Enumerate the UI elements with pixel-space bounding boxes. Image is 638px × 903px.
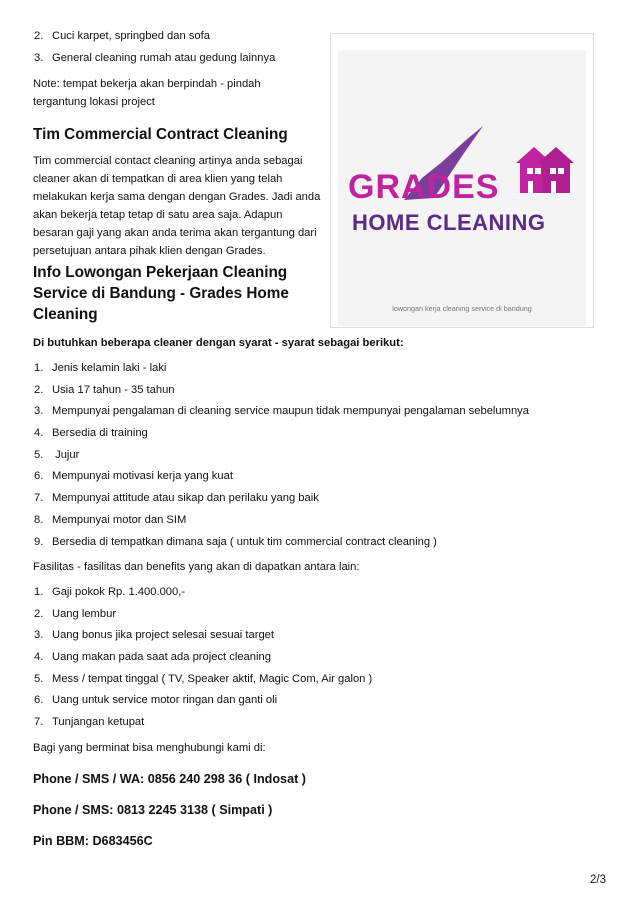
list-item: 5. Mess / tempat tinggal ( TV, Speaker aktif, Magic Com, Air galon ) <box>34 672 373 685</box>
requirements-intro: Di butuhkan beberapa cleaner dengan syarat - syarat sebagai berikut: <box>33 337 404 349</box>
requirements-list <box>33 358 529 553</box>
list-item: 8. Mempunyai motor dan SIM <box>34 513 187 526</box>
list-item: 4. Uang makan pada saat ada project cleaning <box>34 651 271 664</box>
list-item: 6. Mempunyai motivasi kerja yang kuat <box>34 470 233 483</box>
list-item: 2. Uang lembur <box>34 607 117 620</box>
figure-caption: lowongan kerja cleaning service di bandung <box>392 304 532 313</box>
list-item: 7. Mempunyai attitude atau sikap dan perilaku yang baik <box>34 492 319 505</box>
contact-intro: Bagi yang berminat bisa menghubungi kami di: <box>33 742 266 754</box>
list-item: 6. Uang untuk service motor ringan dan ganti oli <box>34 694 278 707</box>
list-item: 2. Usia 17 tahun - 35 tahun <box>34 383 175 396</box>
list-item: 1. Gaji pokok Rp. 1.400.000,- <box>34 586 186 598</box>
commercial-body: Tim commercial contact cleaning artinya anda sebagai cleaner akan di tempatkan di area klien yang telah melakukan kerja sama dengan dengan Grades. Jadi anda akan bekerja tetap tetap di satu area saja. Adapun besaran gaji yang akan anda terima akan tergantung dari persetujuan antara pihak klien dengan Grades. <box>33 155 321 257</box>
list-item: 7. Tunjangan ketupat <box>34 716 145 729</box>
facilities-intro: Fasilitas - fasilitas dan benefits yang akan di dapatkan antara lain: <box>33 561 360 573</box>
logo-figure <box>330 33 594 328</box>
section-title-commercial: Tim Commercial Contract Cleaning <box>33 126 288 143</box>
list-item: 3. General cleaning rumah atau gedung lainnya <box>34 51 276 64</box>
list-item: 9. Bersedia di tempatkan dimana saja ( untuk tim commercial contract cleaning ) <box>34 535 437 548</box>
page-number: 2/3 <box>590 874 606 886</box>
logo-image <box>338 50 586 326</box>
list-item: 5. Jujur <box>34 448 80 461</box>
facilities-list <box>33 582 372 734</box>
list-item: 2. Cuci karpet, springbed dan sofa <box>34 30 210 42</box>
list-item: 4. Bersedia di training <box>34 427 148 440</box>
grades-logo <box>338 50 586 326</box>
note-paragraph: Note: tempat bekerja akan berpindah - pindah tergantung lokasi project <box>33 78 261 108</box>
list-item: 1. Jenis kelamin laki - laki <box>34 362 167 374</box>
top-list <box>33 26 275 69</box>
contact-phone-indosat: Phone / SMS / WA: 0856 240 298 36 ( Indosat ) <box>33 772 306 786</box>
contact-pin-bbm: Pin BBM: D683456C <box>33 834 153 848</box>
houses-icon <box>516 147 574 193</box>
contact-phone-simpati: Phone / SMS: 0813 2245 3138 ( Simpati ) <box>33 803 273 817</box>
list-item: 3. Uang bonus jika project selesai sesuai target <box>34 629 275 642</box>
logo-subtitle: HOME CLEANING <box>352 210 546 235</box>
logo-wordmark: GRADES <box>348 168 500 206</box>
list-item: 3. Mempunyai pengalaman di cleaning service maupun tidak mempunyai pengalaman sebelumnya <box>34 405 529 418</box>
section-title-info: Info Lowongan Pekerjaan Cleaning Service di Bandung - Grades Home Cleaning <box>33 264 289 323</box>
